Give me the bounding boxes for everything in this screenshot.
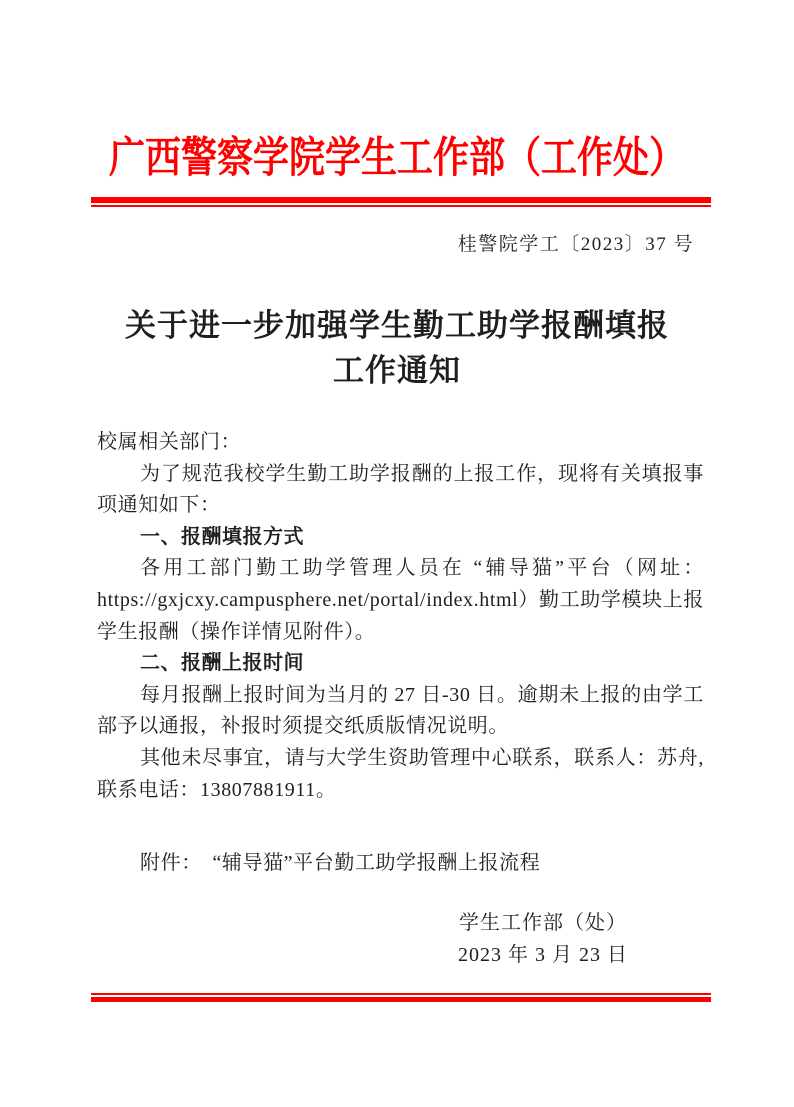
intro-paragraph: 为了规范我校学生勤工助学报酬的上报工作，现将有关填报事项通知如下： bbox=[97, 462, 704, 517]
document-number: 桂警院学工〔2023〕37 号 bbox=[457, 234, 694, 255]
footer-separator-thick-line bbox=[91, 997, 711, 1002]
notice-title bbox=[0, 303, 794, 393]
footer-separator bbox=[91, 993, 711, 1002]
section1-heading: 一、报酬填报方式 bbox=[140, 525, 304, 548]
signature-block bbox=[458, 908, 628, 971]
notice-title-line-2: 工作通知 bbox=[333, 353, 461, 388]
masthead-title: 广西警察学院学生工作部（工作处） bbox=[108, 134, 685, 182]
header-separator bbox=[91, 197, 711, 207]
section2-paragraph-1: 每月报酬上报时间为当月的 27 日-30 日。逾期未上报的由学工部予以通报，补报时须提交纸质版情况说明。 bbox=[97, 683, 704, 738]
header-separator-thin-line bbox=[91, 205, 711, 207]
notice-title-line-1: 关于进一步加强学生勤工助学报酬填报 bbox=[125, 308, 669, 343]
header-separator-thick-line bbox=[91, 197, 711, 203]
portal-url: https://gxjcxy.campusphere.net/portal/index.html bbox=[97, 588, 519, 611]
section1-paragraph bbox=[97, 553, 704, 648]
section2-heading: 二、报酬上报时间 bbox=[140, 652, 304, 675]
signer-name: 学生工作部（处） bbox=[459, 912, 627, 934]
footer-separator-thin-line bbox=[91, 993, 711, 995]
section1-text-post: ）勤工助学模块上报学生报酬（操作详情见附件）。 bbox=[97, 588, 704, 643]
section1-text-pre: 各用工部门勤工助学管理人员在 “辅导猫”平台（网址： bbox=[140, 557, 704, 580]
salutation: 校属相关部门： bbox=[97, 431, 242, 453]
attachment-line: 附件： “辅导猫”平台勤工助学报酬上报流程 bbox=[140, 852, 541, 874]
section2-paragraph-2: 其他未尽事宜，请与大学生资助管理中心联系，联系人：苏舟,联系电话：13807881911。 bbox=[97, 746, 704, 801]
notice-body bbox=[97, 427, 704, 806]
signature-date: 2023 年 3 月 23 日 bbox=[458, 943, 628, 966]
